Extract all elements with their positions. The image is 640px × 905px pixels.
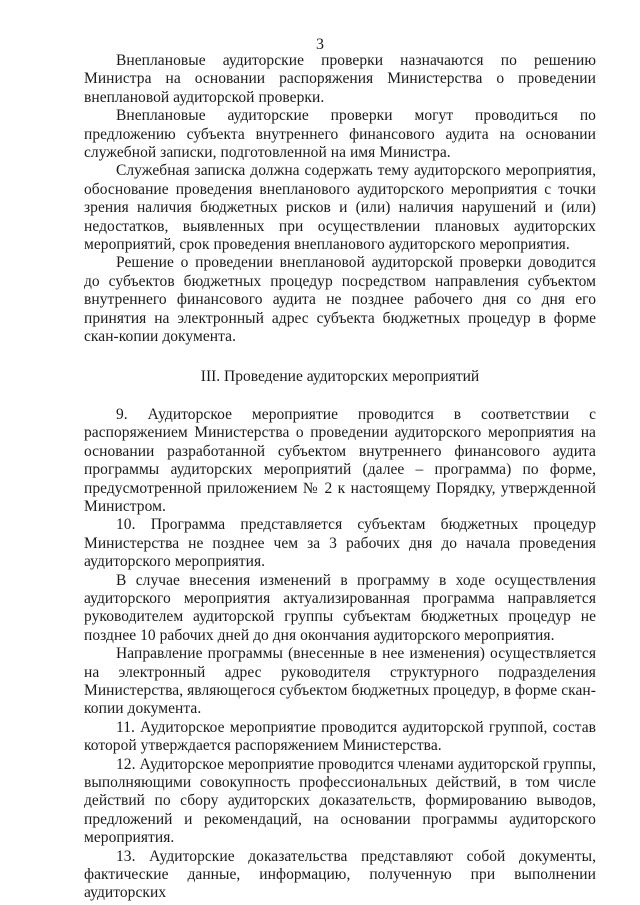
paragraph: Направление программы (внесенные в нее изменения) осуществляется на электронный адрес руководителя структурного подразделения Министерства, являющегося субъектом бюджетных процедур, в форме скан-копии документа.	[84, 645, 596, 718]
paragraph: Служебная записка должна содержать тему аудиторского мероприятия, обоснование проведения внепланового аудиторского мероприятия с точки зрения наличия бюджетных рисков и (или) наличия нарушений и (или) недостатков, выявленных при осуществлении плановых аудиторских мероприятий, срок проведения внепланового аудиторского мероприятия.	[84, 162, 596, 254]
paragraph: Внеплановые аудиторские проверки назначаются по решению Министра на основании распоряжения Министерства о проведении внеплановой аудиторской проверки.	[84, 52, 596, 106]
paragraph: 9. Аудиторское мероприятие проводится в соответствии с распоряжением Министерства о проведении аудиторского мероприятия на основании разработанной субъектом внутреннего финансового аудита программы аудиторских мероприятий (далее – программа) по форме, предусмотренной приложением № 2 к настоящему Порядку, утвержденной Министром.	[84, 405, 596, 515]
paragraph: 13. Аудиторские доказательства представляют собой документы, фактические данные, информацию, полученную при выполнении аудиторских	[84, 847, 596, 902]
page-number: 3	[316, 36, 324, 53]
section-heading: III. Проведение аудиторских мероприятий	[200, 367, 480, 385]
paragraph: В случае внесения изменений в программу в ходе осуществления аудиторского мероприятия актуализированная программа направляется руководителем аудиторской группы субъектам бюджетных процедур не позднее 10 рабочих дней до дня окончания аудиторского мероприятия.	[84, 571, 596, 644]
paragraph: Внеплановые аудиторские проверки могут проводиться по предложению субъекта внутреннего финансового аудита на основании служебной записки, подготовленной на имя Министра.	[84, 107, 596, 162]
paragraph: 12. Аудиторское мероприятие проводится членами аудиторской группы, выполняющими совокупность профессиональных действий, в том числе действий по сбору аудиторских доказательств, формированию выводов, предложений и рекомендаций, на основании программы аудиторского мероприятия.	[84, 755, 596, 847]
paragraph: 10. Программа представляется субъектам бюджетных процедур Министерства не позднее чем за 3 рабочих дня до начала проведения аудиторского мероприятия.	[84, 516, 596, 571]
paragraph: 11. Аудиторское мероприятие проводится аудиторской группой, состав которой утверждается распоряжением Министерства.	[84, 718, 596, 755]
paragraph: Решение о проведении внеплановой аудиторской проверки доводится до субъектов бюджетных процедур посредством направления субъектом внутреннего финансового аудита не позднее рабочего дня со дня его принятия на электронный адрес субъекта бюджетных процедур в форме скан-копии документа.	[84, 254, 596, 346]
document-body	[84, 52, 596, 903]
